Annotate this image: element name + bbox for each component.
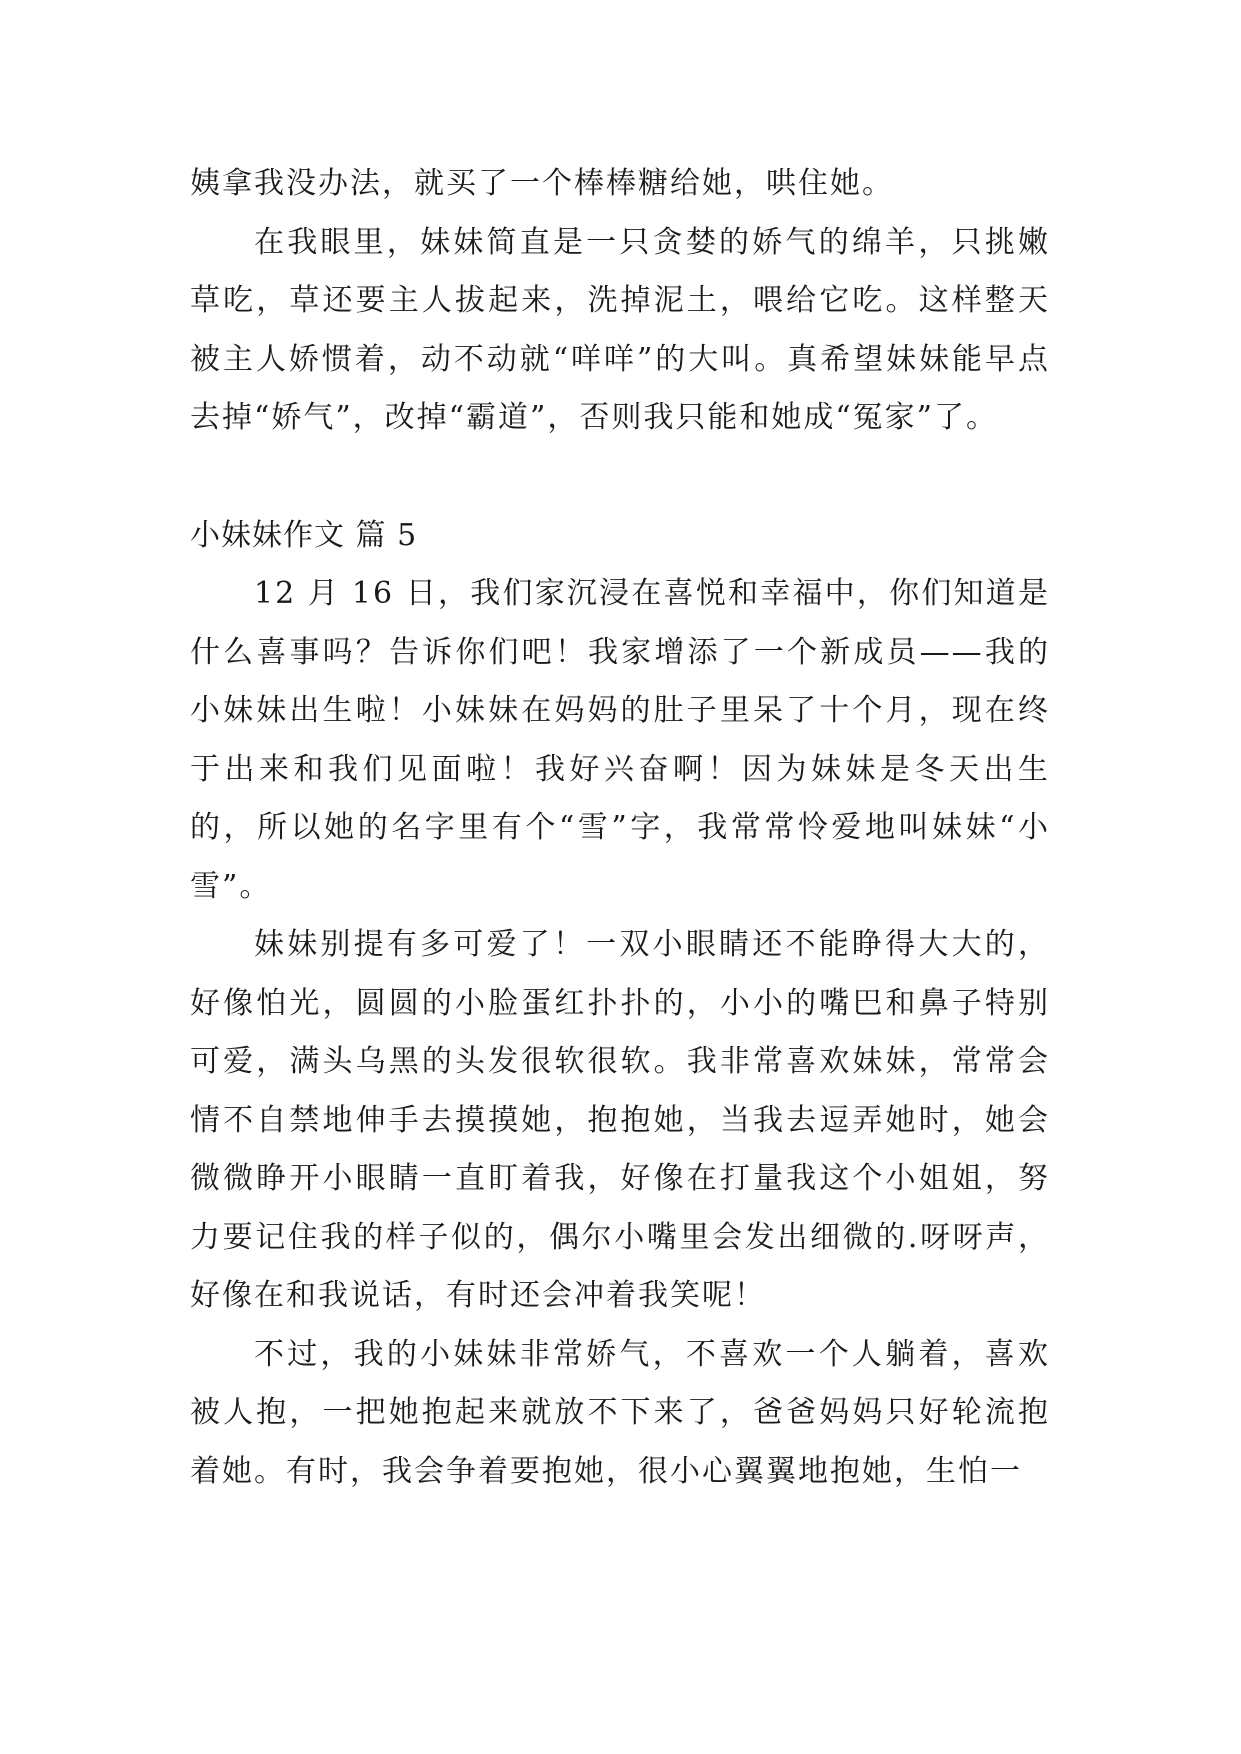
document-page [190,155,1050,1501]
paragraph-birth: 12 月 16 日，我们家沉浸在喜悦和幸福中，你们知道是什么喜事吗？告诉你们吧！我家增添了一个新成员——我的小妹妹出生啦！小妹妹在妈妈的肚子里呆了十个月，现在终于出来和我们见面啦！我好兴奋啊！因为妹妹是冬天出生的，所以她的名字里有个“雪”字，我常常怜爱地叫妹妹“小雪”。 [190,576,1050,904]
paragraph-continuation: 姨拿我没办法，就买了一个棒棒糖给她，哄住她。 [190,166,894,201]
paragraph-spoiled: 不过，我的小妹妹非常娇气，不喜欢一个人躺着，喜欢被人抱，一把她抱起来就放不下来了，爸爸妈妈只好轮流抱着她。有时，我会争着要抱她，很小心翼翼地抱她，生怕一 [190,1336,1050,1489]
section-title: 小妹妹作文 篇 5 [190,517,418,553]
paragraph-cute: 妹妹别提有多可爱了！一双小眼睛还不能睁得大大的，好像怕光，圆圆的小脸蛋红扑扑的，小小的嘴巴和鼻子特别可爱，满头乌黑的头发很软很软。我非常喜欢妹妹，常常会情不自禁地伸手去摸摸她，抱抱她，当我去逗弄她时，她会微微睁开小眼睛一直盯着我，好像在打量我这个小姐姐，努力要记住我的样子似的，偶尔小嘴里会发出细微的.呀呀声，好像在和我说话，有时还会冲着我笑呢！ [190,927,1050,1313]
paragraph-sheep: 在我眼里，妹妹简直是一只贪婪的娇气的绵羊，只挑嫩草吃，草还要主人拔起来，洗掉泥土，喂给它吃。这样整天被主人娇惯着，动不动就“咩咩”的大叫。真希望妹妹能早点去掉“娇气”，改掉“霸道”，否则我只能和她成“冤家”了。 [190,224,1050,435]
